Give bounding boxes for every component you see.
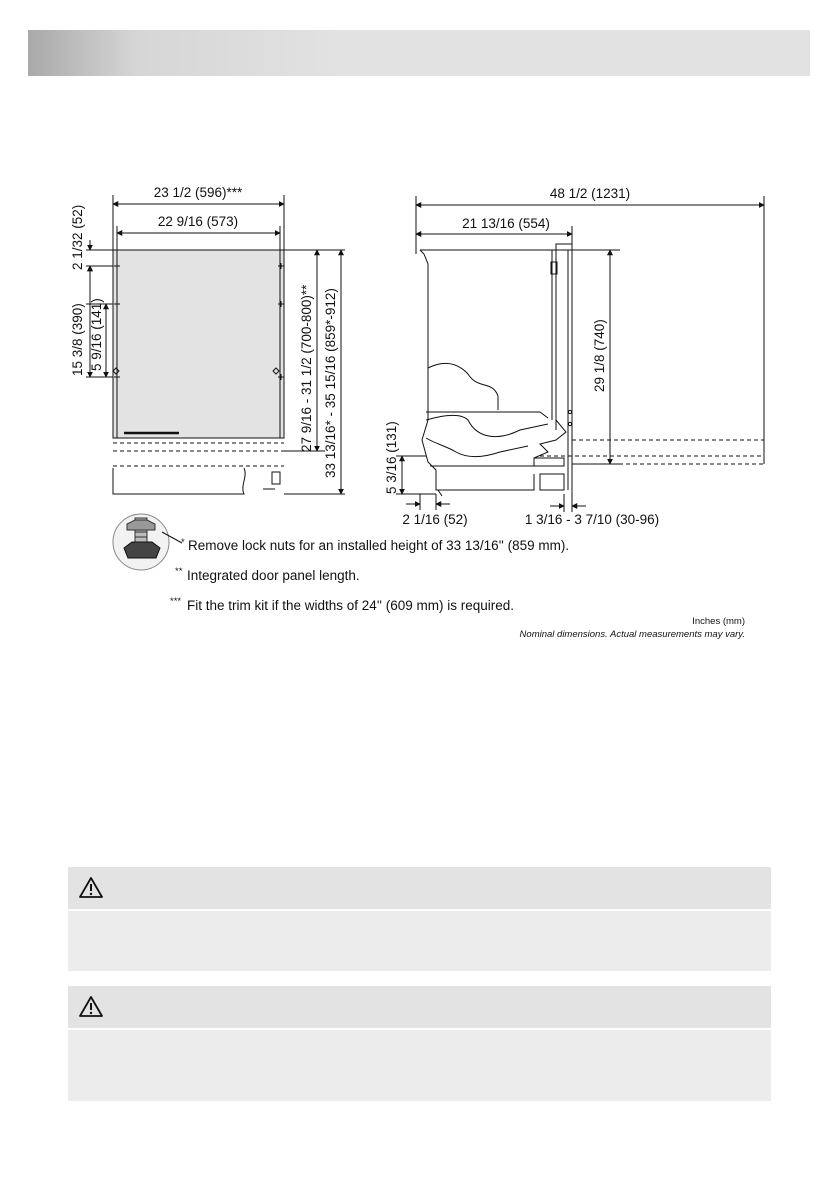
front-hole-height-a-label: 15 3/8 (390)	[70, 303, 85, 376]
warning-box-1-header	[68, 867, 771, 909]
front-installed-height-label: 33 13/16* - 35 15/16 (859*-912)	[323, 288, 338, 478]
front-inner-width-label: 22 9/16 (573)	[157, 214, 239, 229]
footnote-3-text: Fit the trim kit if the widths of 24'' (609 mm) is required.	[187, 598, 515, 613]
nominal-dimensions-note: Nominal dimensions. Actual measurements may vary.	[519, 629, 745, 640]
footnote-1-marker: *	[181, 537, 185, 548]
footnote-1-text: Remove lock nuts for an installed height of 33 13/16'' (859 mm).	[188, 538, 570, 553]
footnote-2-marker: **	[175, 566, 183, 577]
front-panel-length-label: 27 9/16 - 31 1/2 (700-800)**	[299, 284, 314, 452]
footnote-2-text: Integrated door panel length.	[187, 568, 360, 583]
front-top-gap-label: 2 1/32 (52)	[70, 204, 85, 270]
side-toe-height-label: 5 3/16 (131)	[384, 421, 399, 494]
front-hole-height-b-label: 5 9/16 (141)	[89, 298, 104, 371]
side-cabinet-depth-label: 21 13/16 (554)	[462, 216, 550, 231]
footnote-3-marker: ***	[170, 596, 182, 607]
warning-triangle-icon	[78, 875, 104, 901]
side-view	[396, 196, 764, 512]
side-overall-depth-label: 48 1/2 (1231)	[549, 186, 631, 201]
warning-box-2-body	[68, 1030, 771, 1101]
side-foot-range-label: 1 3/16 - 3 7/10 (30-96)	[524, 512, 660, 527]
side-toe-depth-label: 2 1/16 (52)	[402, 512, 468, 527]
warning-box-2-header	[68, 986, 771, 1028]
units-note: Inches (mm)	[692, 616, 745, 627]
warning-triangle-icon	[78, 994, 104, 1020]
warning-box-1-body	[68, 911, 771, 971]
front-overall-width-label: 23 1/2 (596)***	[153, 185, 243, 200]
side-door-height-label: 29 1/8 (740)	[592, 319, 607, 392]
lock-nut-illustration	[113, 514, 182, 570]
